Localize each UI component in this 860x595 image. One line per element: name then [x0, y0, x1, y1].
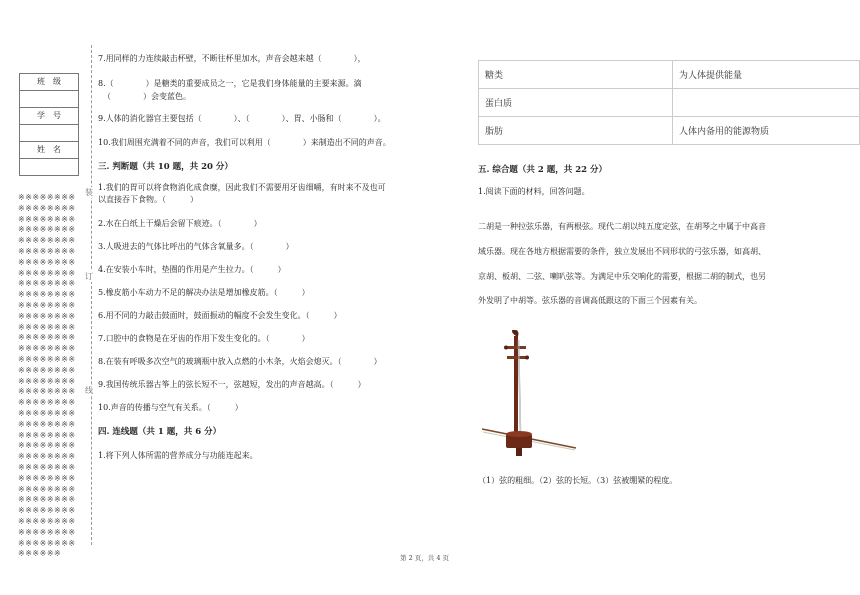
passage-line-4: 外发明了中胡等。弦乐器的音调高低跟这的下面三个因素有关。 [478, 296, 702, 305]
judge-question-8: 8.在装有呼吸多次空气的玻璃瓶中放入点燃的小木条，火焰会熄灭。（ ） [98, 357, 382, 366]
factors-line: （1）弦的粗细。（2）弦的长短。（3）弦被绷紧的程度。 [478, 476, 678, 485]
judge-question-10: 10.声音的传播与空气有关系。（ ） [98, 403, 243, 412]
judge-question-5: 5.橡皮筋小车动力不足的解决办法是增加橡皮筋。（ ） [98, 288, 310, 297]
function-cell [673, 89, 860, 117]
nutrient-cell: 脂肪 [479, 117, 673, 145]
function-cell: 为人体提供能量 [673, 61, 860, 89]
reading-intro: 1.阅读下面的材料，回答问题。 [478, 187, 590, 196]
passage-line-1: 二胡是一种拉弦乐器，有两根弦。现代二胡以纯五度定弦，在胡琴之中属于中高音 [478, 222, 766, 231]
judge-question-6: 6.用不同的力敲击鼓面时，鼓面振动的幅度不会发生变化。（ ） [98, 311, 342, 320]
fill-question-9: 9.人体的消化器官主要包括（ ）、（ ）、胃、小肠和（ ）。 [98, 114, 386, 123]
binding-char-ding: 订 [85, 272, 93, 281]
passage-line-2: 域乐器。现在各地方根据需要的条件，独立发展出不同形状的弓弦乐器，如高胡、 [478, 247, 766, 256]
student-id-label: 学 号 [20, 108, 79, 125]
table-row [479, 89, 860, 117]
judge-question-2: 2.水在白纸上干燥后会留下痕迹。（ ） [98, 219, 262, 228]
section-5-title: 五. 综合题（共 2 题，共 22 分） [478, 165, 607, 175]
fill-question-8: 8.（ ）是糖类的重要成员之一，它是我们身体能量的主要来源。滴 [98, 79, 362, 88]
judge-question-4: 4.在安装小车时，垫圈的作用是产生拉力。（ ） [98, 265, 286, 274]
student-id-field[interactable] [20, 125, 79, 142]
student-info-table [19, 73, 79, 176]
judge-question-9: 9.我国传统乐器古筝上的弦长短不一，弦越短，发出的声音越高。（ ） [98, 380, 366, 389]
decorative-stars: ※※※※※※※※※※※※※※※※※※※※※※※※※※※※※※※※※※※※※※※※※※※※※※※※※※※※※※※※※※※※※※※※※※※※※※※※※※※※※※※※※※※※※※※※※※※※※※※※※※※※※※※※※※※※※※※※※※※※※※※※※※※※※※※※※※※※※※※※※※※※※※※※※※※※※※※※※※※※※※※※※※※※※※※※※※※※※※※※※※※※※※※※※※※※※※※※※※※※※※※※※※※※※※※※※※※※※※※※※※※※※※※※※※※※※※※※※※※※※※※※※※※※※※※※※※※※※※※※※※※※※※※※※※※※※※ [18, 193, 76, 559]
binding-line [91, 45, 92, 545]
function-cell: 人体内备用的能源物质 [673, 117, 860, 145]
class-field[interactable] [20, 91, 79, 108]
matching-question-1: 1.将下列人体所需的营养成分与功能连起来。 [98, 451, 258, 460]
page-footer: 第 2 页，共 4 页 [400, 554, 450, 562]
nutrient-cell: 糖类 [479, 61, 673, 89]
name-label: 姓 名 [20, 142, 79, 159]
fill-question-10: 10.我们周围充满着不同的声音，我们可以利用（ ）来制造出不同的声音。 [98, 138, 391, 147]
section-4-title: 四. 连线题（共 1 题，共 6 分） [98, 427, 222, 437]
binding-char-zhuang: 装 [85, 188, 93, 197]
erhu-image [480, 330, 580, 460]
name-field[interactable] [20, 159, 79, 176]
judge-question-3: 3.人吸进去的气体比呼出的气体含氧量多。（ ） [98, 242, 294, 251]
judge-question-7: 7.口腔中的食物是在牙齿的作用下发生变化的。（ ） [98, 334, 310, 343]
table-row [479, 61, 860, 89]
fill-question-8-cont: （ ）会变蓝色。 [103, 92, 191, 101]
table-row [479, 117, 860, 145]
section-3-title: 三. 判断题（共 10 题，共 20 分） [98, 162, 233, 172]
judge-question-1: 1.我们的胃可以将食物消化成食糜，因此我们不需要用牙齿细嚼，有时来不及也可 [98, 183, 386, 192]
judge-question-1-cont: 以直接吞下食物。（ ） [98, 195, 198, 204]
passage-line-3: 京胡、板胡、二弦、喇叭弦等。为满足中乐交响化的需要，根据二胡的制式，也另 [478, 272, 766, 281]
nutrition-table [478, 60, 860, 145]
class-label: 班 级 [20, 74, 79, 91]
nutrient-cell: 蛋白质 [479, 89, 673, 117]
binding-char-xian: 线 [85, 386, 93, 395]
fill-question-7: 7.用同样的力连续敲击杯壁，不断往杯里加水，声音会越来越（ ）， [98, 54, 366, 63]
